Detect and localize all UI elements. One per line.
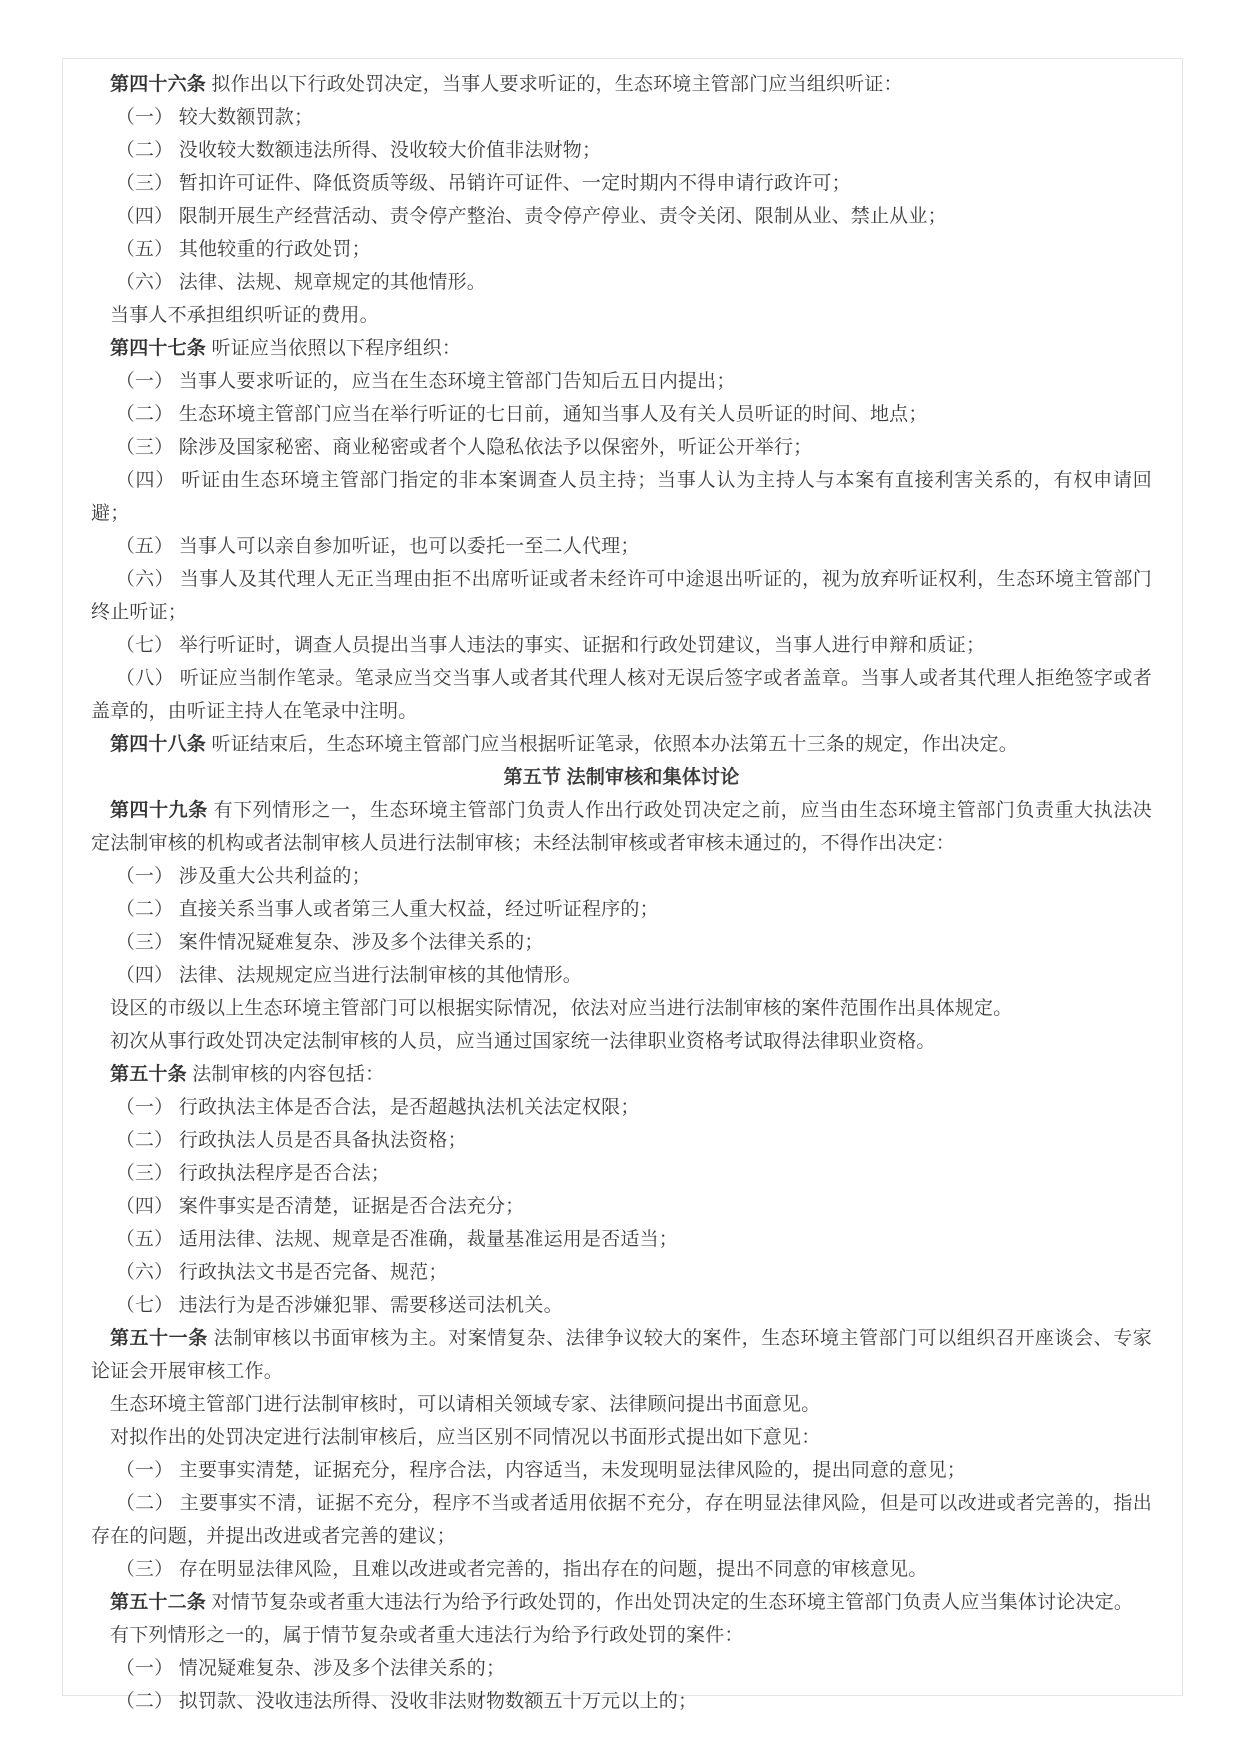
article-number: 第四十六条 [110,74,207,95]
list-item: （二） 行政执法人员是否具备执法资格； [115,1130,467,1151]
list-item: （一） 涉及重大公共利益的； [115,866,371,887]
document-page [62,58,1183,1712]
list-item: （四） 案件事实是否清楚，证据是否合法充分； [115,1196,525,1217]
paragraph: 对拟作出的处罚决定进行法制审核后，应当区别不同情况以书面形式提出如下意见： [110,1427,821,1448]
list-item: （八） 听证应当制作笔录。笔录应当交当事人或者其代理人核对无误后签字或者盖章。当事人或者其代理人拒绝签字或者盖章的，由听证主持人在笔录中注明。 [91,668,1152,722]
paragraph: 当事人不承担组织听证的费用。 [110,305,379,326]
list-item: （一） 当事人要求听证的，应当在生态环境主管部门告知后五日内提出； [115,371,736,392]
paragraph: 有下列情形之一的，属于情节复杂或者重大违法行为给予行政处罚的案件： [110,1625,744,1646]
article-number: 第五十条 [110,1064,187,1085]
list-item: （三） 存在明显法律风险，且难以改进或者完善的，指出存在的问题，提出不同意的审核意见。 [115,1559,928,1580]
article-paragraph: 第四十九条 有下列情形之一，生态环境主管部门负责人作出行政处罚决定之前，应当由生态环境主管部门负责重大执法决定法制审核的机构或者法制审核人员进行法制审核；未经法制审核或者审核未通过的，不得作出决定： [91,800,1152,854]
list-item: （四） 听证由生态环境主管部门指定的非本案调查人员主持；当事人认为主持人与本案有直接利害关系的，有权申请回避； [91,470,1152,524]
list-item: （二） 没收较大数额违法所得、没收较大价值非法财物； [115,140,602,161]
list-item: （五） 其他较重的行政处罚； [115,239,371,260]
list-item: （五） 适用法律、法规、规章是否准确，裁量基准运用是否适当； [115,1229,678,1250]
article-number: 第五十二条 [110,1592,207,1613]
list-item: （三） 除涉及国家秘密、商业秘密或者个人隐私依法予以保密外，听证公开举行； [115,437,813,458]
article-paragraph: 第五十二条 对情节复杂或者重大违法行为给予行政处罚的，作出处罚决定的生态环境主管部门负责人应当集体讨论决定。 [110,1592,1134,1613]
list-item: （三） 案件情况疑难复杂、涉及多个法律关系的； [115,932,544,953]
list-item: （二） 直接关系当事人或者第三人重大权益，经过听证程序的； [115,899,659,920]
list-item: （五） 当事人可以亲自参加听证，也可以委托一至二人代理； [115,536,640,557]
list-item: （三） 暂扣许可证件、降低资质等级、吊销许可证件、一定时期内不得申请行政许可； [115,173,851,194]
list-item: （二） 生态环境主管部门应当在举行听证的七日前，通知当事人及有关人员听证的时间、地点； [115,404,928,425]
list-item: （七） 违法行为是否涉嫌犯罪、需要移送司法机关。 [115,1295,563,1316]
list-item: （七） 举行听证时，调查人员提出当事人违法的事实、证据和行政处罚建议，当事人进行申辩和质证； [115,635,986,656]
article-paragraph: 第五十一条 法制审核以书面审核为主。对案情复杂、法律争议较大的案件，生态环境主管部门可以组织召开座谈会、专家论证会开展审核工作。 [91,1328,1152,1382]
article-paragraph: 第四十六条 拟作出以下行政处罚决定，当事人要求听证的，生态环境主管部门应当组织听证： [110,74,903,95]
section-heading: 第五节 法制审核和集体讨论 [503,767,740,788]
list-item: （六） 当事人及其代理人无正当理由拒不出席听证或者未经许可中途退出听证的，视为放弃听证权利，生态环境主管部门终止听证； [91,569,1152,623]
article-paragraph: 第五十条 法制审核的内容包括： [110,1064,385,1085]
list-item: （一） 情况疑难复杂、涉及多个法律关系的； [115,1658,506,1679]
list-item: （一） 行政执法主体是否合法，是否超越执法机关法定权限； [115,1097,640,1118]
article-number: 第四十八条 [110,734,207,755]
list-item: （四） 法律、法规规定应当进行法制审核的其他情形。 [115,965,582,986]
article-number: 第五十一条 [110,1328,208,1349]
list-item: （一） 较大数额罚款； [115,107,314,128]
paragraph: 生态环境主管部门进行法制审核时，可以请相关领域专家、法律顾问提出书面意见。 [110,1394,821,1415]
article-number: 第四十七条 [110,338,207,359]
list-item: （一） 主要事实清楚，证据充分，程序合法，内容适当，未发现明显法律风险的，提出同意的意见； [115,1460,966,1481]
list-item: （二） 拟罚款、没收违法所得、没收非法财物数额五十万元以上的； [115,1691,698,1712]
paragraph: 初次从事行政处罚决定法制审核的人员，应当通过国家统一法律职业资格考试取得法律职业资格。 [110,1031,936,1052]
list-item: （四） 限制开展生产经营活动、责令停产整治、责令停产停业、责令关闭、限制从业、禁止从业； [115,206,947,227]
article-number: 第四十九条 [110,800,208,821]
list-item: （六） 行政执法文书是否完备、规范； [115,1262,448,1283]
list-item: （六） 法律、法规、规章规定的其他情形。 [115,272,486,293]
paragraph: 设区的市级以上生态环境主管部门可以根据实际情况，依法对应当进行法制审核的案件范围作出具体规定。 [110,998,1013,1019]
article-paragraph: 第四十七条 听证应当依照以下程序组织： [110,338,462,359]
article-paragraph: 第四十八条 听证结束后，生态环境主管部门应当根据听证笔录，依照本办法第五十三条的规定，作出决定。 [110,734,1018,755]
list-item: （二） 主要事实不清，证据不充分，程序不当或者适用依据不充分，存在明显法律风险，但是可以改进或者完善的，指出存在的问题，并提出改进或者完善的建议； [91,1493,1152,1547]
list-item: （三） 行政执法程序是否合法； [115,1163,390,1184]
